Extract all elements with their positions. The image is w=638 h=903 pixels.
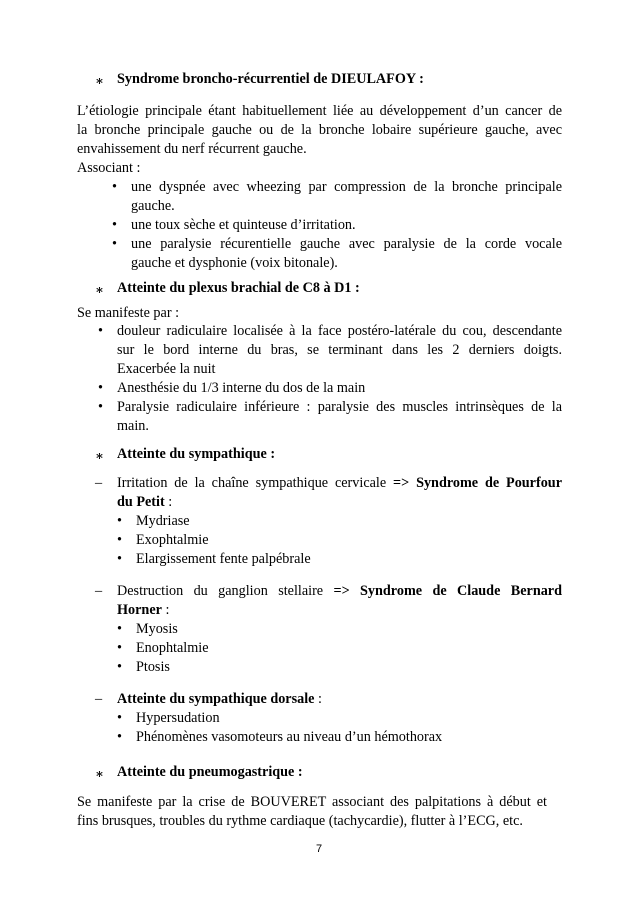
list-item-line: gauche et dysphonie (voix bitonale). [131, 255, 338, 271]
paragraph-line: Se manifeste par la crise de BOUVERET associant des palpitations à début et [77, 794, 547, 810]
list-bullet-icon: • [112, 179, 117, 195]
heading-text: Atteinte du plexus brachial de C8 à D1 : [117, 280, 360, 296]
dash-bullet-icon: – [95, 475, 103, 491]
group-heading-text: Destruction du ganglion stellaire [117, 583, 334, 599]
asterisk-bullet-icon: ∗ [95, 766, 104, 781]
dash-bullet-icon: – [95, 583, 103, 599]
list-item: Ptosis [136, 659, 170, 675]
syndrome-name: => Syndrome de Claude Bernard [333, 583, 562, 599]
heading-text: Syndrome broncho-récurrentiel de DIEULAFOY : [117, 71, 424, 87]
list-item-line: sur le bord interne du bras, se terminant dans les 2 derniers doigts. [117, 342, 562, 358]
list-item-line: gauche. [131, 198, 175, 214]
list-item-line: douleur radiculaire localisée à la face postéro-latérale du cou, descendante [117, 323, 562, 339]
list-item: Exophtalmie [136, 532, 209, 548]
list-bullet-icon: • [117, 710, 122, 726]
list-item: Elargissement fente palpébrale [136, 551, 311, 567]
group-heading-line [117, 474, 562, 493]
list-item-line: une dyspnée avec wheezing par compression de la bronche principale [131, 179, 562, 195]
group-heading-line [117, 582, 562, 601]
list-item-line: main. [117, 418, 149, 434]
associant-label: Associant : [77, 160, 141, 176]
asterisk-bullet-icon: ∗ [95, 282, 104, 297]
list-bullet-icon: • [117, 729, 122, 745]
list-bullet-icon: • [112, 217, 117, 233]
asterisk-bullet-icon: ∗ [95, 73, 104, 88]
list-bullet-icon: • [117, 532, 122, 548]
list-bullet-icon: • [117, 551, 122, 567]
group-heading-line [117, 601, 169, 620]
list-bullet-icon: • [98, 380, 103, 396]
plexus-intro: Se manifeste par : [77, 305, 180, 321]
colon: : [161, 602, 170, 618]
heading-text: Atteinte du sympathique : [117, 446, 276, 462]
asterisk-bullet-icon: ∗ [95, 448, 104, 463]
list-item: Hypersudation [136, 710, 220, 726]
list-item-line: une paralysie récurentielle gauche avec paralysie de la corde vocale [131, 236, 562, 252]
intro-line-2: la bronche principale gauche ou de la bronche lobaire supérieure gauche, avec [77, 122, 562, 138]
section-heading-plexus [95, 279, 360, 298]
group-heading-line [117, 690, 322, 709]
colon: : [164, 494, 173, 510]
group-heading-line [117, 493, 172, 512]
list-bullet-icon: • [117, 513, 122, 529]
intro-line-1: L’étiologie principale étant habituellement liée au développement d’un cancer de [77, 103, 562, 119]
list-item-line: Paralysie radiculaire inférieure : paralysie des muscles intrinsèques de la [117, 399, 562, 415]
syndrome-name: Horner [117, 602, 162, 618]
list-item: Enophtalmie [136, 640, 209, 656]
intro-line-3: envahissement du nerf récurrent gauche. [77, 141, 307, 157]
colon: : [314, 691, 322, 707]
heading-text: Atteinte du pneumogastrique : [117, 764, 303, 780]
syndrome-name: => Syndrome de Pourfour [393, 475, 562, 491]
list-item: Phénomènes vasomoteurs au niveau d’un hémothorax [136, 729, 443, 745]
list-item: Myosis [136, 621, 178, 637]
section-heading-dieulafoy [95, 70, 424, 89]
group-heading-text: Irritation de la chaîne sympathique cervicale [117, 475, 394, 491]
section-heading-pneumogastrique [95, 763, 303, 782]
list-bullet-icon: • [98, 323, 103, 339]
list-bullet-icon: • [117, 640, 122, 656]
section-heading-sympathique [95, 445, 275, 464]
list-bullet-icon: • [98, 399, 103, 415]
list-bullet-icon: • [112, 236, 117, 252]
syndrome-name: du Petit [117, 494, 165, 510]
list-item-line: Anesthésie du 1/3 interne du dos de la main [117, 380, 366, 396]
list-bullet-icon: • [117, 659, 122, 675]
paragraph-line: fins brusques, troubles du rythme cardiaque (tachycardie), flutter à l’ECG, etc. [77, 813, 523, 829]
group-heading-text: Atteinte du sympathique dorsale [117, 691, 315, 707]
list-item-line: Exacerbée la nuit [117, 361, 216, 377]
list-item: Mydriase [136, 513, 190, 529]
dash-bullet-icon: – [95, 691, 103, 707]
page-number: 7 [316, 843, 323, 855]
list-bullet-icon: • [117, 621, 122, 637]
list-item-line: une toux sèche et quinteuse d’irritation. [131, 217, 356, 233]
